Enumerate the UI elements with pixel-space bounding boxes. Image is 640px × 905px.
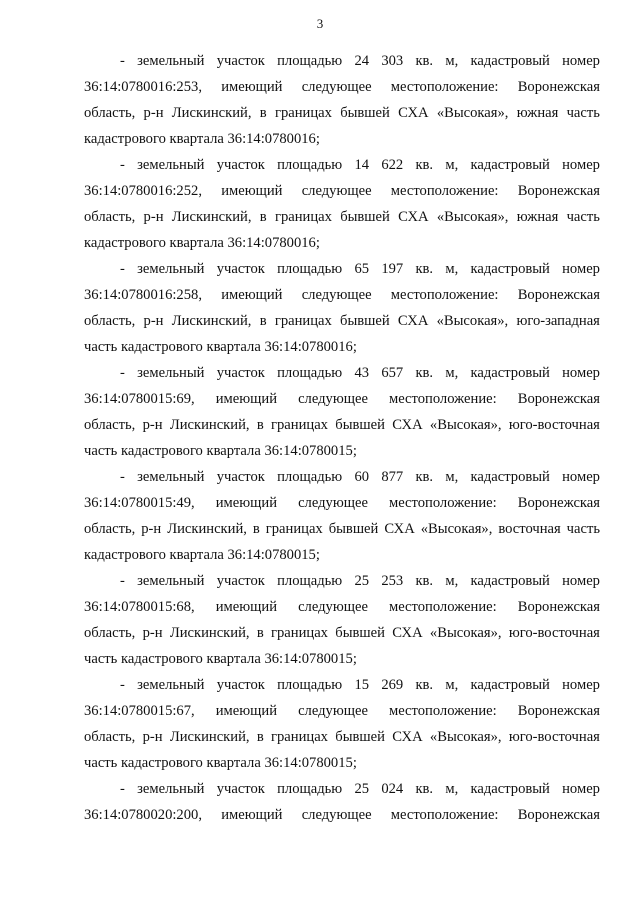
land-plot-paragraph [84, 568, 600, 672]
word: 269 [381, 677, 404, 693]
word: - [120, 573, 125, 589]
word: земельный [137, 781, 205, 797]
word: 622 [381, 157, 404, 173]
paragraph-first-line [84, 48, 600, 74]
paragraph-location-line [84, 204, 600, 230]
word: м, [445, 365, 459, 381]
line-text: кадастрового квартала 36:14:0780015; [84, 547, 320, 563]
paragraph-quarter-line [84, 230, 600, 256]
word: Воронежская [517, 495, 600, 511]
word: номер [562, 365, 600, 381]
land-plot-paragraph [84, 360, 600, 464]
word: м, [445, 53, 459, 69]
word: - [120, 365, 125, 381]
word: границах [274, 209, 332, 225]
word: площадью [277, 157, 343, 173]
paragraph-quarter-line [84, 646, 600, 672]
word: 36:14:0780015:69, [84, 391, 195, 407]
word: - [120, 677, 125, 693]
paragraph-cadastral-line [84, 74, 600, 100]
word: - [120, 157, 125, 173]
word: р-н [142, 417, 163, 433]
paragraph-cadastral-line [84, 178, 600, 204]
paragraph-location-line [84, 100, 600, 126]
word: Лискинский, [169, 417, 250, 433]
word: 43 [354, 365, 370, 381]
word: часть [566, 105, 600, 121]
word: Воронежская [517, 391, 600, 407]
word: кв. [415, 157, 434, 173]
word: область, [84, 729, 136, 745]
word: земельный [137, 365, 205, 381]
word: в [259, 105, 267, 121]
word: имеющий [215, 703, 278, 719]
word: р-н [141, 521, 162, 537]
word: кадастровый [470, 573, 550, 589]
word: область, [84, 521, 136, 537]
word: область, [84, 209, 136, 225]
word: следующее [298, 599, 368, 615]
word: бывшей [340, 313, 390, 329]
word: юго-западная [516, 313, 600, 329]
word: 877 [381, 469, 404, 485]
word: «Высокая», [436, 105, 509, 121]
paragraph-first-line [84, 464, 600, 490]
word: номер [562, 53, 600, 69]
word: номер [562, 677, 600, 693]
word: земельный [137, 573, 205, 589]
word: 303 [381, 53, 404, 69]
word: 24 [354, 53, 370, 69]
word: 657 [381, 365, 404, 381]
word: имеющий [215, 495, 278, 511]
word: область, [84, 105, 136, 121]
word: южная [516, 209, 559, 225]
word: «Высокая», [429, 625, 502, 641]
word: р-н [143, 313, 164, 329]
line-text: часть кадастрового квартала 36:14:0780015; [84, 443, 357, 459]
word: 14 [354, 157, 370, 173]
word: 60 [354, 469, 370, 485]
land-plot-paragraph [84, 464, 600, 568]
word: имеющий [221, 183, 283, 199]
word: «Высокая», [429, 729, 502, 745]
word: границах [271, 625, 328, 641]
word: 65 [354, 261, 370, 277]
land-plot-paragraph [84, 152, 600, 256]
word: 197 [381, 261, 404, 277]
word: бывшей [328, 521, 379, 537]
word: м, [445, 573, 459, 589]
word: местоположение: [388, 703, 497, 719]
word: участок [216, 781, 265, 797]
word: земельный [137, 677, 205, 693]
word: область, [84, 417, 136, 433]
word: земельный [137, 261, 205, 277]
land-plot-paragraph [84, 48, 600, 152]
word: имеющий [221, 807, 283, 823]
word: имеющий [215, 599, 278, 615]
word: площадью [277, 53, 343, 69]
paragraph-first-line [84, 256, 600, 282]
word: местоположение: [390, 287, 499, 303]
word: бывшей [340, 105, 390, 121]
word: часть [566, 209, 600, 225]
word: СХА [392, 729, 423, 745]
word: в [256, 417, 264, 433]
word: Воронежская [517, 599, 600, 615]
land-plot-paragraph [84, 256, 600, 360]
word: участок [216, 53, 265, 69]
paragraph-quarter-line [84, 126, 600, 152]
word: кв. [415, 573, 434, 589]
word: кв. [415, 469, 434, 485]
word: Лискинский, [169, 625, 250, 641]
word: кадастровый [470, 781, 550, 797]
paragraph-first-line [84, 776, 600, 802]
word: площадью [277, 469, 343, 485]
word: кв. [415, 677, 434, 693]
paragraph-first-line [84, 672, 600, 698]
word: Воронежская [517, 703, 600, 719]
word: 15 [354, 677, 370, 693]
word: 36:14:0780016:252, [84, 183, 202, 199]
paragraph-quarter-line [84, 542, 600, 568]
paragraph-first-line [84, 568, 600, 594]
word: м, [445, 261, 459, 277]
word: кв. [415, 365, 434, 381]
paragraph-cadastral-line [84, 698, 600, 724]
word: площадью [277, 677, 343, 693]
paragraph-cadastral-line [84, 386, 600, 412]
word: следующее [298, 495, 368, 511]
word: кв. [415, 53, 434, 69]
word: «Высокая», [436, 209, 509, 225]
word: м, [445, 781, 459, 797]
word: участок [216, 157, 265, 173]
line-text: часть кадастрового квартала 36:14:0780016; [84, 339, 357, 355]
word: Воронежская [517, 183, 600, 199]
word: кадастровый [470, 261, 550, 277]
word: 36:14:0780015:67, [84, 703, 195, 719]
word: бывшей [335, 729, 385, 745]
word: земельный [137, 157, 205, 173]
word: Воронежская [517, 807, 600, 823]
paragraph-location-line [84, 516, 600, 542]
word: СХА [392, 625, 423, 641]
land-plot-paragraph [84, 776, 600, 828]
paragraph-cadastral-line [84, 594, 600, 620]
word: м, [445, 677, 459, 693]
word: м, [445, 469, 459, 485]
word: бывшей [335, 625, 385, 641]
word: номер [562, 157, 600, 173]
word: Лискинский, [167, 521, 247, 537]
word: 36:14:0780015:49, [84, 495, 195, 511]
word: СХА [398, 209, 429, 225]
word: участок [216, 261, 265, 277]
paragraph-location-line [84, 412, 600, 438]
word: кадастровый [470, 53, 550, 69]
paragraph-quarter-line [84, 334, 600, 360]
word: в [256, 625, 264, 641]
word: границах [271, 729, 328, 745]
word: СХА [398, 105, 429, 121]
word: следующее [301, 807, 372, 823]
word: имеющий [221, 79, 283, 95]
word: местоположение: [390, 79, 499, 95]
paragraph-cadastral-line [84, 802, 600, 828]
paragraph-location-line [84, 308, 600, 334]
word: номер [562, 573, 600, 589]
word: кв. [415, 781, 434, 797]
page-number: 3 [316, 16, 324, 31]
word: 36:14:0780020:200, [84, 807, 202, 823]
word: р-н [143, 209, 164, 225]
paragraph-location-line [84, 620, 600, 646]
word: «Высокая», [429, 417, 502, 433]
word: Лискинский, [171, 313, 252, 329]
word: 25 [354, 781, 370, 797]
paragraph-location-line [84, 724, 600, 750]
document-body [84, 48, 600, 828]
word: - [120, 781, 125, 797]
word: площадью [277, 261, 343, 277]
word: следующее [298, 391, 368, 407]
word: 36:14:0780016:258, [84, 287, 202, 303]
word: номер [562, 781, 600, 797]
word: м, [445, 157, 459, 173]
word: границах [274, 313, 332, 329]
line-text: часть кадастрового квартала 36:14:0780015; [84, 755, 357, 771]
word: 25 [354, 573, 370, 589]
word: границах [274, 105, 332, 121]
word: следующее [301, 287, 372, 303]
word: р-н [143, 105, 164, 121]
word: СХА [384, 521, 415, 537]
word: участок [216, 573, 265, 589]
word: Воронежская [517, 79, 600, 95]
word: - [120, 261, 125, 277]
word: р-н [142, 729, 163, 745]
word: земельный [137, 53, 205, 69]
word: местоположение: [388, 599, 497, 615]
word: номер [562, 261, 600, 277]
word: земельный [137, 469, 205, 485]
word: «Высокая», [420, 521, 493, 537]
word: границах [271, 417, 328, 433]
word: в [256, 729, 264, 745]
word: Лискинский, [171, 209, 252, 225]
word: «Высокая», [436, 313, 509, 329]
word: Лискинский, [171, 105, 252, 121]
word: СХА [397, 313, 429, 329]
word: кадастровый [470, 677, 550, 693]
word: следующее [301, 79, 372, 95]
line-text: кадастрового квартала 36:14:0780016; [84, 131, 320, 147]
word: местоположение: [388, 495, 497, 511]
word: восточная [498, 521, 561, 537]
word: Воронежская [517, 287, 600, 303]
word: следующее [301, 183, 372, 199]
word: южная [516, 105, 559, 121]
word: границах [265, 521, 323, 537]
word: местоположение: [390, 807, 499, 823]
word: кадастровый [470, 157, 550, 173]
word: юго-восточная [508, 729, 600, 745]
word: 36:14:0780015:68, [84, 599, 195, 615]
word: - [120, 53, 125, 69]
word: 253 [381, 573, 404, 589]
word: местоположение: [388, 391, 497, 407]
paragraph-quarter-line [84, 750, 600, 776]
word: номер [562, 469, 600, 485]
paragraph-first-line [84, 360, 600, 386]
paragraph-quarter-line [84, 438, 600, 464]
word: бывшей [340, 209, 390, 225]
word: 024 [381, 781, 404, 797]
word: юго-восточная [508, 417, 600, 433]
word: - [120, 469, 125, 485]
line-text: часть кадастрового квартала 36:14:0780015; [84, 651, 357, 667]
land-plot-paragraph [84, 672, 600, 776]
word: участок [216, 677, 265, 693]
word: имеющий [215, 391, 278, 407]
word: участок [216, 365, 265, 381]
paragraph-cadastral-line [84, 282, 600, 308]
word: область, [84, 313, 136, 329]
word: кадастровый [470, 365, 550, 381]
line-text: кадастрового квартала 36:14:0780016; [84, 235, 320, 251]
word: область, [84, 625, 136, 641]
word: 36:14:0780016:253, [84, 79, 202, 95]
word: в [259, 313, 267, 329]
word: местоположение: [390, 183, 499, 199]
word: имеющий [221, 287, 283, 303]
word: в [259, 209, 267, 225]
word: кв. [415, 261, 434, 277]
word: площадью [277, 365, 343, 381]
word: СХА [392, 417, 423, 433]
word: следующее [298, 703, 368, 719]
word: в [252, 521, 260, 537]
word: р-н [142, 625, 163, 641]
word: кадастровый [470, 469, 550, 485]
paragraph-cadastral-line [84, 490, 600, 516]
word: юго-восточная [508, 625, 600, 641]
word: площадью [277, 781, 343, 797]
word: площадью [277, 573, 343, 589]
paragraph-first-line [84, 152, 600, 178]
word: бывшей [335, 417, 385, 433]
word: участок [216, 469, 265, 485]
word: Лискинский, [169, 729, 250, 745]
word: часть [566, 521, 600, 537]
